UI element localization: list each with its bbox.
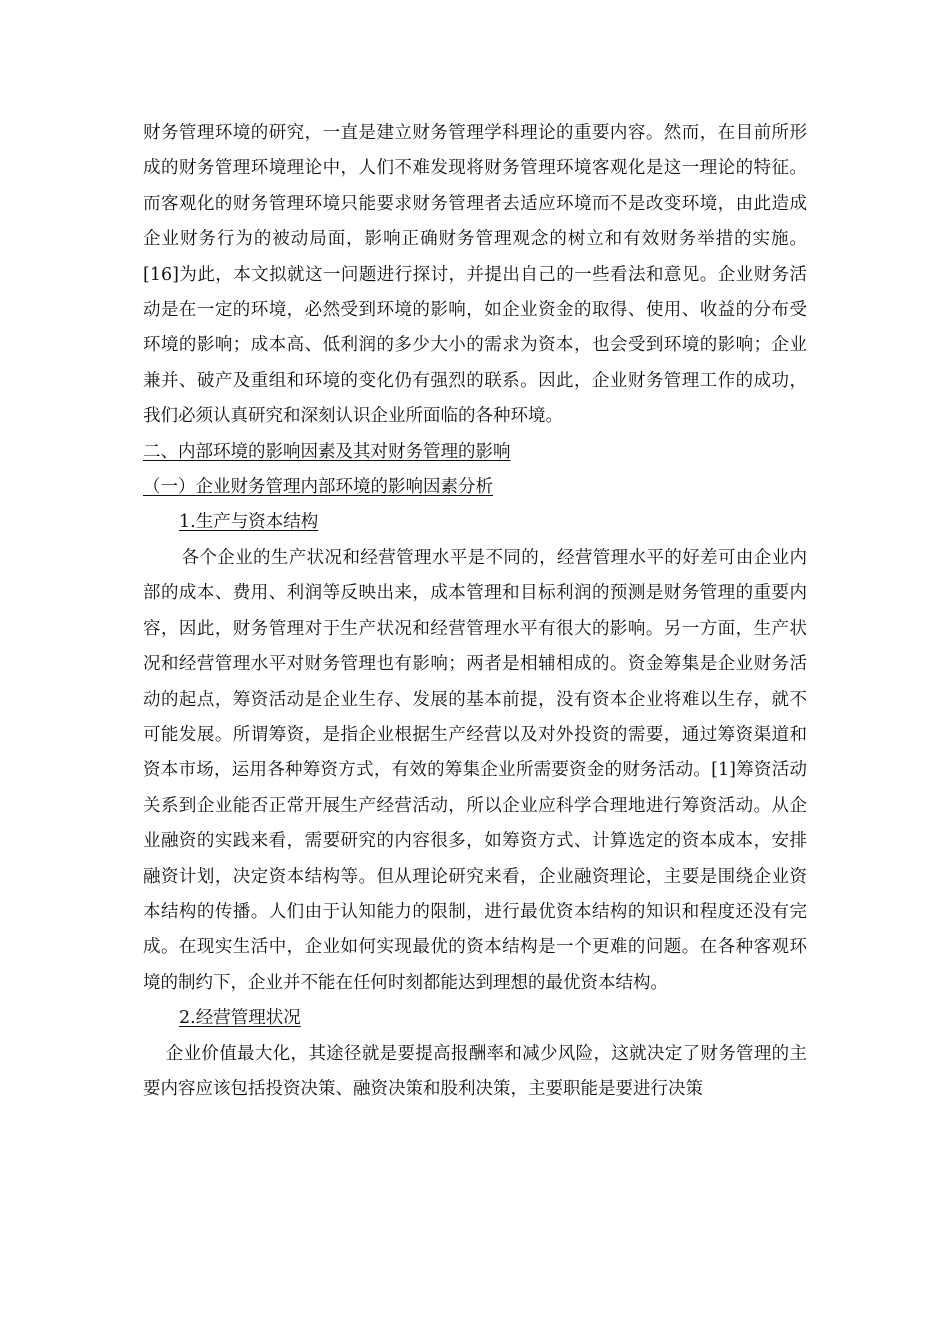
section-heading-text: 二、内部环境的影响因素及其对财务管理的影响 [143,441,511,462]
item-heading-production-capital-structure [143,505,807,540]
subsection-heading-text: （一）企业财务管理内部环境的影响因素分析 [143,477,493,498]
document-body [143,116,807,1107]
item-heading-text: 1.生产与资本结构 [179,512,319,533]
item-heading-operations-management [143,1001,807,1036]
body-paragraph-production-capital-structure: 各个企业的生产状况和经营管理水平是不同的，经营管理水平的好差可由企业内部的成本、费用、利润等反映出来，成本管理和目标利润的预测是财务管理的重要内容，因此，财务管理对于生产状况和经营管理水平有很大的影响。另一方面，生产状况和经营管理水平对财务管理也有影响；两者是相辅相成的。资金筹集是企业财务活动的起点，筹资活动是企业生存、发展的基本前提，没有资本企业将难以生存，就不可能发展。所谓筹资，是指企业根据生产经营以及对外投资的需要，通过筹资渠道和资本市场，运用各种筹资方式，有效的筹集企业所需要资金的财务活动。[1]筹资活动关系到企业能否正常开展生产经营活动，所以企业应科学合理地进行筹资活动。从企业融资的实践来看，需要研究的内容很多，如筹资方式、计算选定的资本成本，安排融资计划，决定资本结构等。但从理论研究来看，企业融资理论，主要是围绕企业资本结构的传播。人们由于认知能力的限制，进行最优资本结构的知识和程度还没有完成。在现实生活中，企业如何实现最优的资本结构是一个更难的问题。在各种客观环境的制约下，企业并不能在任何时刻都能达到理想的最优资本结构。 [143,547,807,993]
subsection-heading-factor-analysis [143,470,807,505]
body-paragraph-operations-management: 企业价值最大化，其途径就是要提高报酬率和减少风险，这就决定了财务管理的主要内容应该包括投资决策、融资决策和股利决策，主要职能是要进行决策 [143,1043,807,1099]
section-heading-internal-environment [143,435,807,470]
item-heading-text: 2.经营管理状况 [179,1008,301,1029]
body-paragraph-environment-intro: 财务管理环境的研究，一直是建立财务管理学科理论的重要内容。然而，在目前所形成的财务管理环境理论中，人们不难发现将财务管理环境客观化是这一理论的特征。而客观化的财务管理环境只能要求财务管理者去适应环境而不是改变环境，由此造成企业财务行为的被动局面，影响正确财务管理观念的树立和有效财务举措的实施。[16]为此，本文拟就这一问题进行探讨，并提出自己的一些看法和意见。企业财务活动是在一定的环境，必然受到环境的影响，如企业资金的取得、使用、收益的分布受环境的影响；成本高、低利润的多少大小的需求为资本，也会受到环境的影响；企业兼并、破产及重组和环境的变化仍有强烈的联系。因此，企业财务管理工作的成功，我们必须认真研究和深刻认识企业所面临的各种环境。 [143,123,807,427]
